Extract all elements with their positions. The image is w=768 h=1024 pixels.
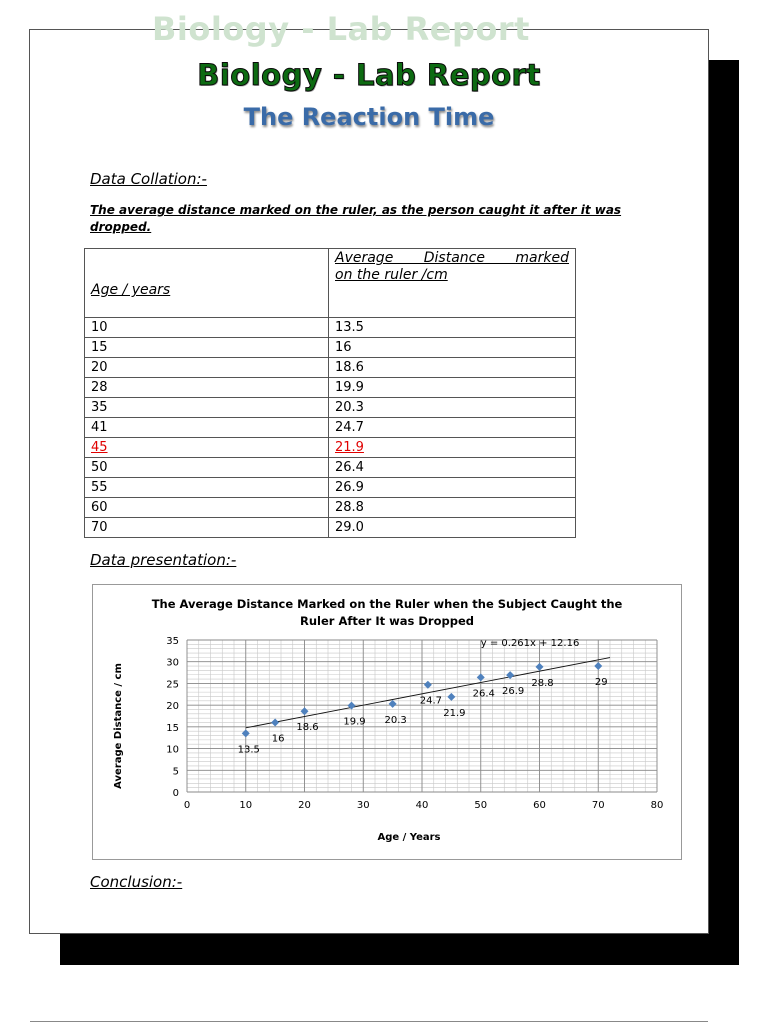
chart-svg	[93, 585, 681, 859]
highlighted-age: 45	[91, 440, 108, 455]
chart-data-point	[447, 693, 455, 701]
table-row	[85, 338, 576, 358]
chart-data-label: 26.4	[472, 688, 495, 700]
table-row	[85, 378, 576, 398]
chart-y-tick-label: 20	[166, 701, 179, 713]
table-cell-distance: 29.0	[329, 518, 576, 538]
chart-x-tick-label: 20	[298, 800, 311, 811]
chart-data-label: 13.5	[237, 744, 260, 756]
chart-y-tick-label: 25	[166, 679, 179, 691]
chart-x-tick-label: 50	[474, 800, 488, 811]
table-cell-age: 50	[85, 458, 329, 478]
table-row	[85, 318, 576, 338]
document-page	[29, 29, 709, 934]
chart-x-tick-label: 10	[239, 800, 253, 811]
chart-y-tick-label: 15	[166, 722, 179, 734]
table-cell-distance: 26.9	[329, 478, 576, 498]
chart-y-tick-label: 35	[166, 636, 179, 647]
chart-data-point	[242, 729, 250, 737]
table-header-row	[85, 249, 576, 318]
page-bottom-rule	[30, 1021, 708, 1022]
table-row	[85, 358, 576, 378]
chart-x-tick-label: 60	[533, 800, 546, 811]
table-cell-age	[85, 438, 329, 458]
chart-points	[238, 662, 608, 755]
table-header-distance	[329, 249, 576, 318]
chart-data-point	[271, 719, 279, 727]
table-cell-distance: 24.7	[329, 418, 576, 438]
chart-x-tick-label: 40	[415, 800, 429, 811]
table-cell-distance: 26.4	[329, 458, 576, 478]
table-cell-age: 41	[85, 418, 329, 438]
table-row	[85, 418, 576, 438]
table-row-highlighted	[85, 438, 576, 458]
table-cell-distance: 13.5	[329, 318, 576, 338]
table-cell-distance: 20.3	[329, 398, 576, 418]
table-row	[85, 498, 576, 518]
chart-y-tick-label: 0	[172, 788, 179, 799]
table-cell-age: 55	[85, 478, 329, 498]
highlighted-distance: 21.9	[335, 440, 364, 455]
table-cell-age: 60	[85, 498, 329, 518]
scatter-chart	[92, 584, 682, 860]
chart-data-label: 19.9	[343, 716, 366, 728]
chart-y-tick-label: 5	[172, 766, 179, 778]
table-cell-age: 70	[85, 518, 329, 538]
chart-y-axis-label: Average Distance / cm	[113, 663, 124, 789]
chart-x-tick-label: 80	[650, 800, 664, 811]
chart-title-line2: Ruler After It was Dropped	[300, 614, 474, 628]
table-cell-age: 20	[85, 358, 329, 378]
table-header-distance-line2: on the ruler /cm	[335, 267, 448, 283]
chart-data-label: 24.7	[419, 695, 443, 707]
table-row	[85, 458, 576, 478]
table-cell-age: 28	[85, 378, 329, 398]
chart-data-label: 21.9	[443, 707, 466, 719]
table-header-age: Age / years	[85, 249, 329, 318]
table-cell-distance: 16	[329, 338, 576, 358]
chart-tick-labels	[166, 636, 663, 811]
table-cell-age: 35	[85, 398, 329, 418]
chart-trendline	[246, 658, 610, 728]
chart-x-tick-label: 30	[356, 800, 370, 811]
chart-title-line1: The Average Distance Marked on the Ruler when the Subject Caught the	[151, 597, 623, 611]
ghost-title: Biology - Lab Report	[152, 10, 530, 48]
table-cell-age: 15	[85, 338, 329, 358]
table-cell-distance: 18.6	[329, 358, 576, 378]
chart-trendline-equation: y = 0.261x + 12.16	[480, 638, 580, 650]
chart-data-label: 29	[594, 677, 608, 689]
table-header-distance-line1: Average Distance marked	[335, 250, 569, 266]
chart-data-label: 18.6	[296, 722, 319, 734]
chart-data-label: 20.3	[384, 714, 407, 726]
conclusion-heading: Conclusion:-	[90, 873, 183, 891]
data-collation-heading: Data Collation:-	[90, 170, 207, 188]
table-row	[85, 518, 576, 538]
table-row	[85, 478, 576, 498]
chart-data-point	[536, 663, 544, 671]
data-presentation-heading: Data presentation:-	[90, 551, 237, 569]
chart-y-tick-label: 30	[166, 657, 179, 669]
chart-y-tick-label: 10	[166, 744, 179, 756]
table-cell-age: 10	[85, 318, 329, 338]
chart-x-axis-label: Age / Years	[377, 832, 441, 843]
table-cell-distance: 28.8	[329, 498, 576, 518]
data-collation-description: The average distance marked on the ruler, as the person caught it after it was dropped.	[90, 203, 622, 234]
data-table	[84, 248, 576, 538]
document-title: Biology - Lab Report	[197, 58, 541, 92]
chart-data-point	[594, 662, 602, 670]
chart-data-label: 16	[271, 733, 285, 745]
chart-x-tick-label: 0	[183, 800, 191, 811]
table-cell-distance: 19.9	[329, 378, 576, 398]
table-cell-distance	[329, 438, 576, 458]
chart-data-point	[506, 671, 514, 679]
chart-data-label: 26.9	[501, 686, 525, 698]
chart-x-tick-label: 70	[591, 800, 605, 811]
table-row	[85, 398, 576, 418]
chart-data-label: 28.8	[531, 677, 554, 689]
document-subtitle: The Reaction Time	[243, 103, 495, 131]
